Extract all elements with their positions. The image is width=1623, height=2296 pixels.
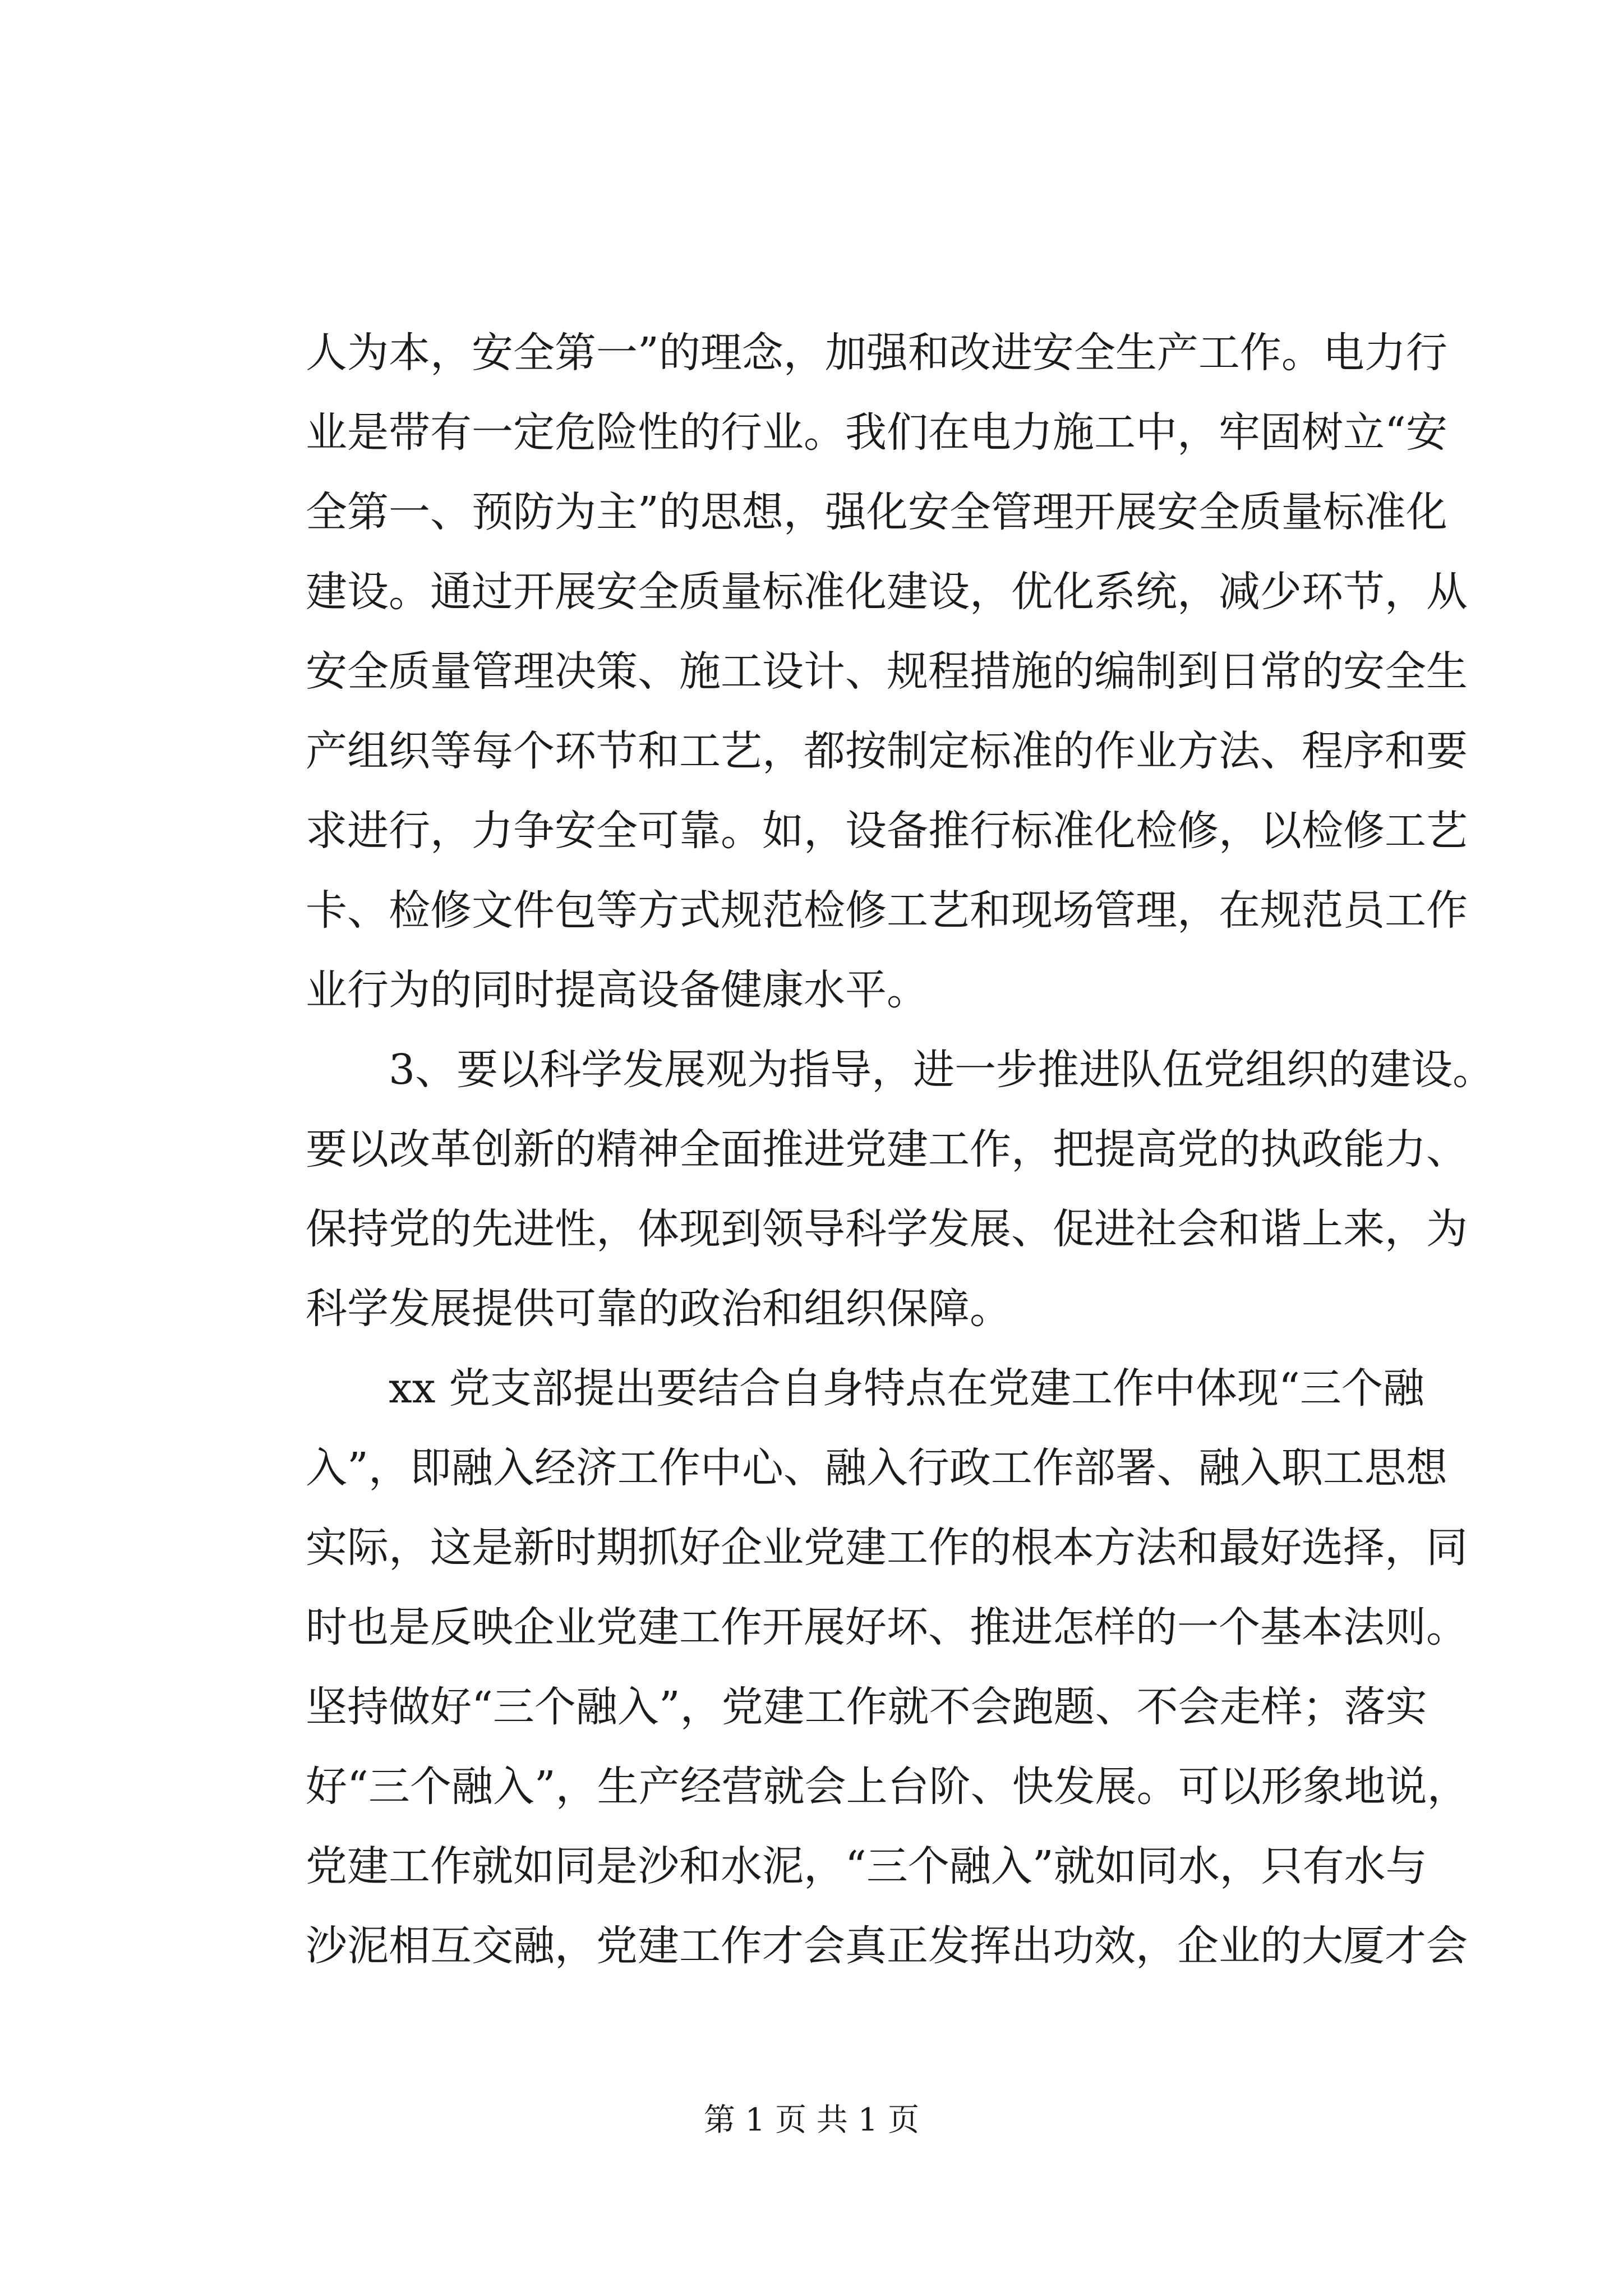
body-text [306, 313, 1495, 1986]
text-line: 沙泥相互交融，党建工作才会真正发挥出功效，企业的大厦才会 [306, 1922, 1468, 1970]
text-line: 全第一、预防为主”的思想，强化安全管理开展安全质量标准化 [306, 488, 1447, 536]
text-line: 党建工作就如同是沙和水泥，“三个融入”就如同水，只有水与 [306, 1842, 1427, 1890]
text-line: 实际，这是新时期抓好企业党建工作的根本方法和最好选择，同 [306, 1524, 1468, 1572]
text-line: 要以改革创新的精神全面推进党建工作，把提高党的执政能力、 [306, 1125, 1468, 1174]
text-line: 业行为的同时提高设备健康水平。 [306, 966, 928, 1014]
page-footer: 第 1 页 共 1 页 [703, 2102, 920, 2138]
text-line: 人为本，安全第一”的理念，加强和改进安全生产工作。电力行 [306, 329, 1447, 377]
text-line: 时也是反映企业党建工作开展好坏、推进怎样的一个基本法则。 [306, 1603, 1468, 1651]
text-line: 科学发展提供可靠的政治和组织保障。 [306, 1285, 1011, 1333]
text-line: 坚持做好“三个融入”，党建工作就不会跑题、不会走样；落实 [306, 1683, 1427, 1731]
text-line: 卡、检修文件包等方式规范检修工艺和现场管理，在规范员工作 [306, 886, 1468, 935]
text-line: 建设。通过开展安全质量标准化建设，优化系统，减少环节，从 [306, 568, 1468, 616]
text-line: 好“三个融入”，生产经营就会上台阶、快发展。可以形象地说， [306, 1763, 1469, 1811]
text-line: 保持党的先进性，体现到领导科学发展、促进社会和谐上来，为 [306, 1205, 1468, 1253]
text-line: 入”，即融入经济工作中心、融入行政工作部署、融入职工思想 [306, 1444, 1447, 1492]
text-line: 求进行，力争安全可靠。如，设备推行标准化检修，以检修工艺 [306, 807, 1468, 855]
text-line: xx 党支部提出要结合自身特点在党建工作中体现“三个融 [306, 1364, 1424, 1412]
text-line: 安全质量管理决策、施工设计、规程措施的编制到日常的安全生 [306, 647, 1468, 696]
text-line: 产组织等每个环节和工艺，都按制定标准的作业方法、程序和要 [306, 727, 1468, 775]
text-line: 3、要以科学发展观为指导，进一步推进队伍党组织的建设。 [306, 1046, 1495, 1094]
text-line: 业是带有一定危险性的行业。我们在电力施工中，牢固树立“安 [306, 408, 1447, 457]
